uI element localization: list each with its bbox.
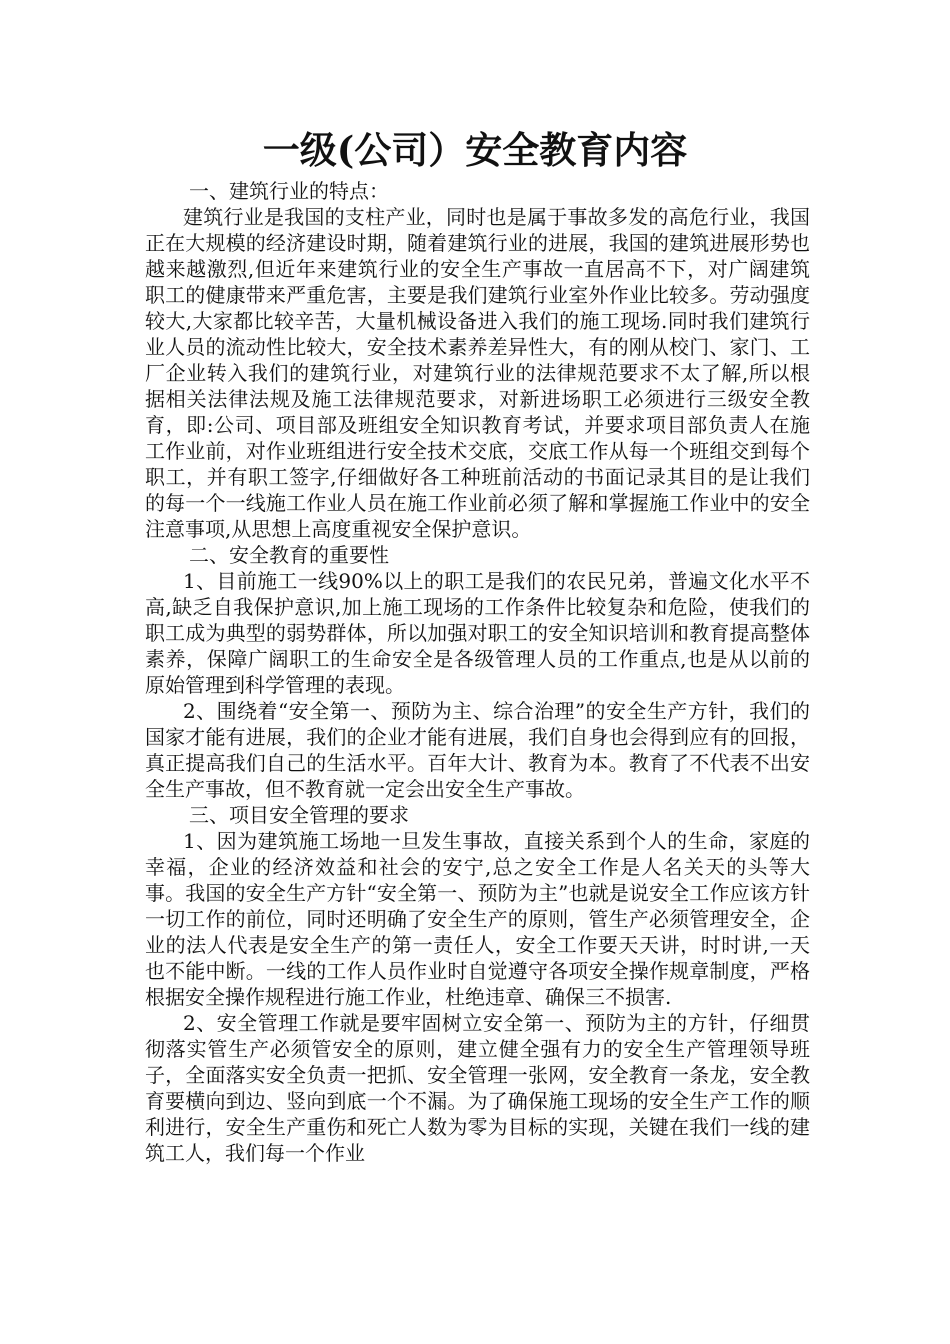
section-heading: 一、建筑行业的特点： xyxy=(189,179,389,203)
paragraph: 1、目前施工一线90%以上的职工是我们的农民兄弟，普遍文化水平不高,缺乏自我保护意识,加上施工现场的工作条件比较复杂和危险，使我们的职工成为典型的弱势群体，所以加强对职工的安全知识培训和教育提高整体素养，保障广阔职工的生命安全是各级管理人员的工作重点,也是从以前的原始管理到科学管理的表现。 xyxy=(145,569,810,697)
document-title: 一级(公司）安全教育内容 xyxy=(262,128,688,172)
paragraph: 建筑行业是我国的支柱产业，同时也是属于事故多发的高危行业，我国正在大规模的经济建设时期，随着建筑行业的进展，我国的建筑进展形势也越来越激烈,但近年来建筑行业的安全生产事故一直居高不下，对广阔建筑职工的健康带来严重危害，主要是我们建筑行业室外作业比较多。劳动强度较大,大家都比较辛苦，大量机械设备进入我们的施工现场.同时我们建筑行业人员的流动性比较大，安全技术素养差异性大，有的刚从校门、家门、工厂企业转入我们的建筑行业，对建筑行业的法律规范要求不太了解,所以根据相关法律法规及施工法律规范要求，对新进场职工必须进行三级安全教育，即:公司、项目部及班组安全知识教育考试，并要求项目部负责人在施工作业前，对作业班组进行安全技术交底，交底工作从每一个班组交到每个职工，并有职工签字,仔细做好各工种班前活动的书面记录其目的是让我们的每一个一线施工作业人员在施工作业前必须了解和掌握施工作业中的安全注意事项,从思想上高度重视安全保护意识。 xyxy=(145,205,810,541)
document-body xyxy=(145,178,810,1166)
paragraph: 1、因为建筑施工场地一旦发生事故，直接关系到个人的生命，家庭的幸福，企业的经济效益和社会的安宁,总之安全工作是人名关天的头等大事。我国的安全生产方针“安全第一、预防为主”也就是说安全工作应该方针一切工作的前位，同时还明确了安全生产的原则，管生产必须管理安全，企业的法人代表是安全生产的第一责任人，安全工作要天天讲，时时讲,一天也不能中断。一线的工作人员作业时自觉遵守各项安全操作规章制度，严格根据安全操作规程进行施工作业，杜绝违章、确保三不损害. xyxy=(145,829,810,1009)
paragraph: 2、围绕着“安全第一、预防为主、综合治理”的安全生产方针，我们的国家才能有进展，我们的企业才能有进展，我们自身也会得到应有的回报，真正提高我们自己的生活水平。百年大计、教育为本。教育了不代表不出安全生产事故，但不教育就一定会出安全生产事故。 xyxy=(145,699,810,801)
section-heading: 二、安全教育的重要性 xyxy=(189,543,389,567)
section-heading: 三、项目安全管理的要求 xyxy=(189,803,409,827)
paragraph: 2、安全管理工作就是要牢固树立安全第一、预防为主的方针，仔细贯彻落实管生产必须管安全的原则，建立健全强有力的安全生产管理领导班子，全面落实安全负责一把抓、安全管理一张网，安全教育一条龙，安全教育要横向到边、竖向到底一个不漏。为了确保施工现场的安全生产工作的顺利进行，安全生产重伤和死亡人数为零为目标的实现，关键在我们一线的建筑工人，我们每一个作业 xyxy=(145,1011,810,1165)
